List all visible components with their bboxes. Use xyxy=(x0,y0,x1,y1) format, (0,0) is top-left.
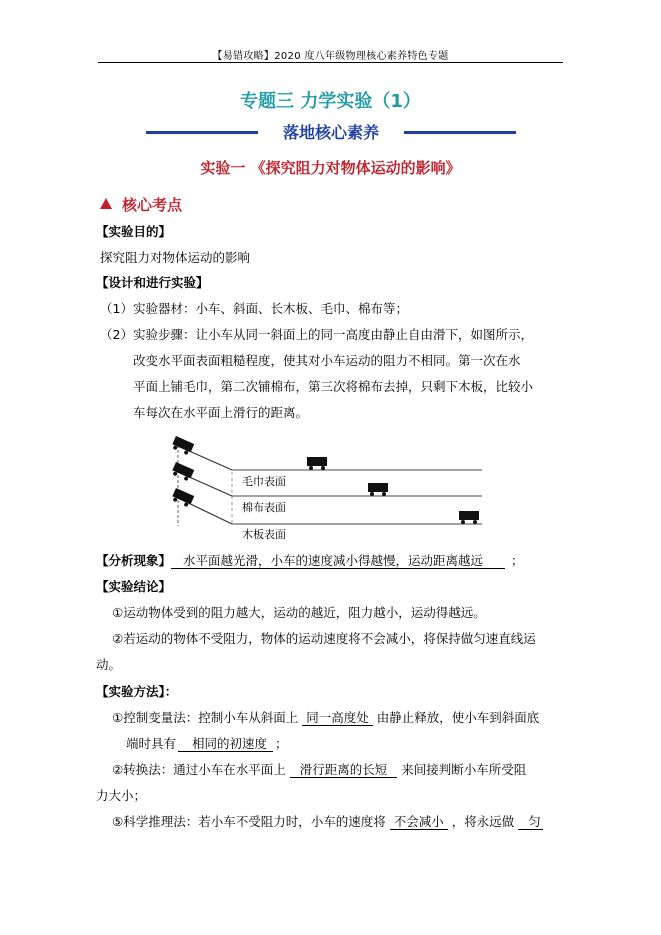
conclusion-item-2-line-1: ②若运动的物体不受阻力，物体的运动速度将不会减小，将保持做匀速直线运 xyxy=(112,631,536,646)
method-3-prefix: ⑤科学推理法：若小车不受阻力时，小车的速度将 xyxy=(112,814,386,829)
method-3-line-1 xyxy=(112,813,543,831)
method-3-answer: 不会减小 xyxy=(390,814,448,830)
conclusion-item-1: ①运动物体受到的阻力越大，运动的越近，阻力越小，运动得越远。 xyxy=(112,605,486,620)
purpose-text: 探究阻力对物体运动的影响 xyxy=(100,250,251,265)
method-1-prefix: ①控制变量法：控制小车从斜面上 xyxy=(112,710,299,725)
method-2-line-1 xyxy=(112,761,526,779)
banner-label: 落地核心素养 xyxy=(282,123,379,142)
experiment-title: 实验一 《探究阻力对物体运动的影响》 xyxy=(200,159,461,177)
section-banner xyxy=(146,120,516,144)
analysis-heading: 【分析现象】 xyxy=(96,553,172,568)
design-item-2-line-4: 车每次在水平面上滑行的距离。 xyxy=(133,405,309,420)
method-3-tail: 匀 xyxy=(518,814,543,830)
surface-label-towel: 毛巾表面 xyxy=(242,475,286,488)
design-heading: 【设计和进行实验】 xyxy=(96,275,209,290)
design-item-2-line-3: 平面上铺毛巾，第二次铺棉布，第三次将棉布去掉，只剩下木板，比较小 xyxy=(133,379,534,394)
cart-stop-wood xyxy=(459,511,479,524)
analysis-answer: 水平面越光滑，小车的速度减小得越慢，运动距离越远 xyxy=(171,553,505,569)
method-1-line-1 xyxy=(112,709,539,727)
method-1-line-2 xyxy=(126,735,288,753)
cart-top-2 xyxy=(172,462,194,482)
method-2-answer: 滑行距离的长短 xyxy=(290,762,398,778)
method-2-suffix: 来间接判断小车所受阻 xyxy=(401,762,527,777)
method-1-end: ； xyxy=(275,736,288,751)
cart-stop-towel xyxy=(307,457,327,470)
banner-right-bar xyxy=(404,131,516,134)
cart-top-1 xyxy=(172,436,194,456)
analysis-end: ； xyxy=(511,553,524,568)
surface-label-wood: 木板表面 xyxy=(242,528,286,541)
method-1-line-2-prefix: 端时具有 xyxy=(126,736,177,751)
core-heading xyxy=(100,194,182,215)
conclusion-heading: 【实验结论】 xyxy=(96,579,172,594)
analysis-line xyxy=(96,552,524,570)
method-heading: 【实验方法】： xyxy=(96,684,178,699)
topic-title: 专题三 力学实验（1） xyxy=(240,91,421,112)
method-1-answer-2: 相同的初速度 xyxy=(178,736,273,752)
triangle-icon xyxy=(100,198,112,209)
cart-top-3 xyxy=(172,488,194,508)
ramp-figure-svg xyxy=(172,432,484,542)
conclusion-item-2-line-2: 动。 xyxy=(96,657,122,672)
method-2-line-2: 力大小； xyxy=(96,788,147,803)
method-3-suffix: ，将永远做 xyxy=(451,814,515,829)
cart-stop-cotton xyxy=(368,483,388,496)
surface-label-cotton: 棉布表面 xyxy=(242,501,286,514)
purpose-heading: 【实验目的】 xyxy=(96,224,172,239)
header-rule xyxy=(98,62,563,63)
method-2-prefix: ②转换法：通过小车在水平面上 xyxy=(112,762,286,777)
design-item-1: （1）实验器材：小车、斜面、长木板、毛巾、棉布等； xyxy=(100,301,408,316)
banner-left-bar xyxy=(146,131,258,134)
method-1-mid: 由静止释放，使小车到斜面底 xyxy=(376,710,540,725)
page-header: 【易错攻略】2020 度八年级物理核心素养特色专题 xyxy=(212,51,449,62)
core-heading-text: 核心考点 xyxy=(122,196,183,214)
design-item-2-line-1: （2）实验步骤：让小车从同一斜面上的同一高度由静止自由滑下，如图所示， xyxy=(100,327,533,342)
method-1-answer-1: 同一高度处 xyxy=(302,710,373,726)
experiment-figure xyxy=(172,432,484,542)
design-item-2-line-2: 改变水平面表面粗糙程度，使其对小车运动的阻力不相同。第一次在水 xyxy=(133,353,521,368)
